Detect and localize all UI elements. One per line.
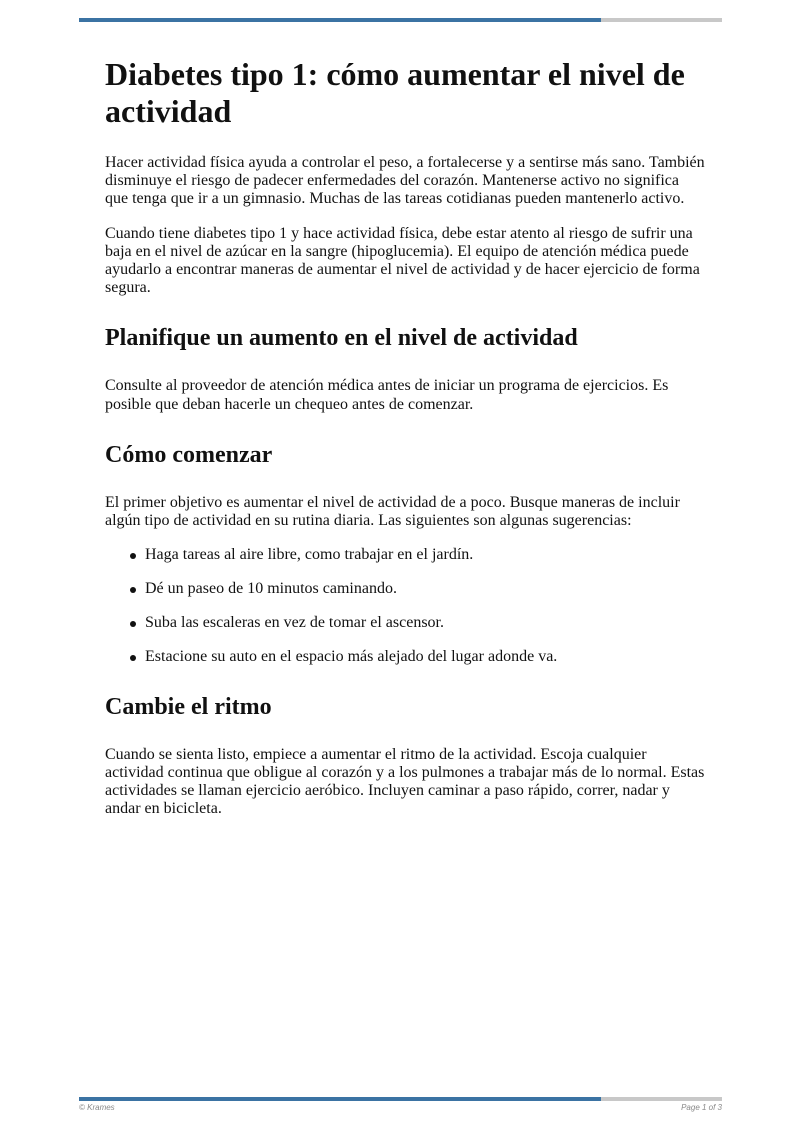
list-item-text: Estacione su auto en el espacio más alejado del lugar adonde va. bbox=[145, 647, 558, 665]
bullet-icon bbox=[130, 621, 136, 627]
suggestions-list bbox=[105, 546, 705, 666]
list-item bbox=[145, 546, 705, 564]
section-heading-plan: Planifique un aumento en el nivel de actividad bbox=[105, 325, 578, 352]
document-body bbox=[105, 56, 705, 835]
header-rule-accent bbox=[79, 18, 601, 22]
header-rule bbox=[79, 18, 722, 22]
section-paragraph-plan: Consulte al proveedor de atención médica antes de iniciar un programa de ejercicios. Es posible que deban hacerle un chequeo antes de comenzar. bbox=[105, 377, 669, 413]
bullet-icon bbox=[130, 655, 136, 661]
list-item-text: Dé un paseo de 10 minutos caminando. bbox=[145, 580, 397, 598]
bullet-icon bbox=[130, 587, 136, 593]
section-heading-pace: Cambie el ritmo bbox=[105, 693, 272, 720]
list-item-text: Suba las escaleras en vez de tomar el ascensor. bbox=[145, 613, 444, 631]
list-item bbox=[145, 614, 705, 632]
list-item bbox=[145, 648, 705, 666]
bullet-icon bbox=[130, 553, 136, 559]
page-indicator: Page 1 of 3 bbox=[681, 1103, 722, 1112]
copyright-text: © Krames bbox=[79, 1103, 115, 1112]
section-paragraph-start: El primer objetivo es aumentar el nivel de actividad de a poco. Busque maneras de incluir algún tipo de actividad en su rutina diaria. Las siguientes son algunas sugerencias: bbox=[105, 493, 680, 530]
list-item-text: Haga tareas al aire libre, como trabajar en el jardín. bbox=[145, 546, 474, 564]
page-title: Diabetes tipo 1: cómo aumentar el nivel de actividad bbox=[105, 56, 685, 129]
section-paragraph-pace: Cuando se sienta listo, empiece a aumentar el ritmo de la actividad. Escoja cualquier actividad continua que obligue al corazón y a los pulmones a trabajar más de lo normal. Estas actividades se llaman ejercicio aeróbico. Incluyen caminar a paso rápido, correr, nadar y andar en bicicleta. bbox=[105, 745, 705, 818]
intro-paragraph: Hacer actividad física ayuda a controlar el peso, a fortalecerse y a sentirse más sano. También disminuye el riesgo de padecer enfermedades del corazón. Mantenerse activo no significa que tenga que ir a un gimnasio. Muchas de las tareas cotidianas pueden mantenerlo activo. bbox=[105, 154, 705, 208]
section-heading-start: Cómo comenzar bbox=[105, 441, 273, 468]
footer-rule bbox=[79, 1097, 722, 1101]
footer-rule-accent bbox=[79, 1097, 601, 1101]
list-item bbox=[145, 580, 705, 598]
intro-paragraph: Cuando tiene diabetes tipo 1 y hace actividad física, debe estar atento al riesgo de sufrir una baja en el nivel de azúcar en la sangre (hipoglucemia). El equipo de atención médica puede ayudarlo a encontrar maneras de aumentar el nivel de actividad y de hacer ejercicio de forma segura. bbox=[105, 224, 700, 297]
